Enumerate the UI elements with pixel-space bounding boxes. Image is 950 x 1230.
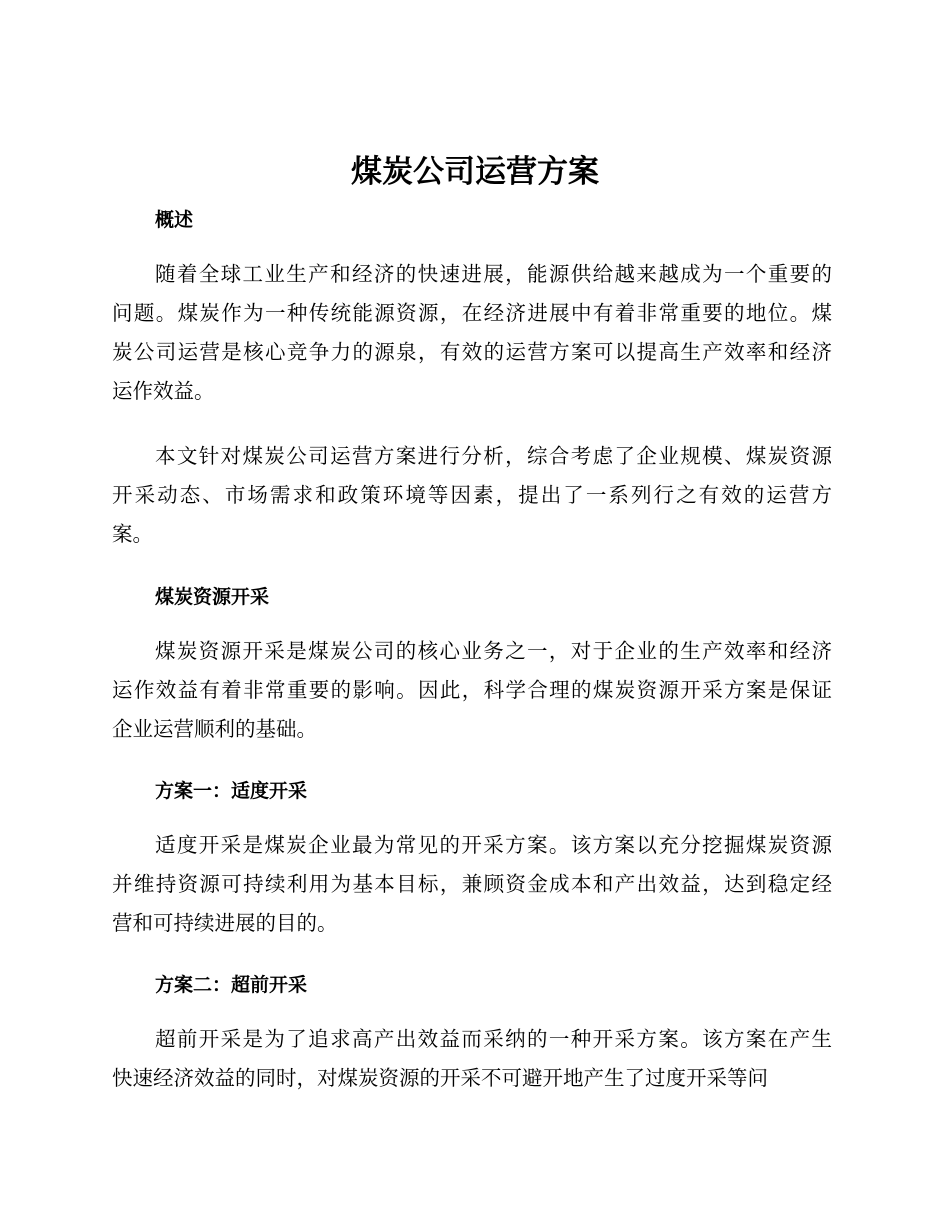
text-line: 适度开采是煤炭企业最为常见的开采方案。该方案以充分挖掘煤炭资源	[155, 833, 832, 857]
document-title: 煤炭公司运营方案	[351, 154, 599, 190]
text-line: 炭公司运营是核心竞争力的源泉，有效的运营方案可以提高生产效率和经济	[112, 340, 832, 364]
text-line: 随着全球工业生产和经济的快速进展，能源供给越来越成为一个重要的	[155, 262, 832, 286]
section-heading-overview: 概述	[155, 209, 194, 231]
text-line: 并维持资源可持续利用为基本目标，兼顾资金成本和产出效益，达到稳定经	[112, 872, 832, 896]
text-line: 企业运营顺利的基础。	[112, 717, 317, 741]
text-line: 运作效益有着非常重要的影响。因此，科学合理的煤炭资源开采方案是保证	[112, 678, 832, 702]
text-line: 超前开采是为了追求高产出效益而采纳的一种开采方案。该方案在产生	[155, 1027, 832, 1051]
text-line: 问题。煤炭作为一种传统能源资源，在经济进展中有着非常重要的地位。煤	[112, 301, 832, 325]
paragraph-plan-one	[112, 826, 832, 943]
paragraph-overview-1	[112, 255, 832, 411]
paragraph-plan-two	[112, 1020, 832, 1098]
text-line: 快速经济效益的同时，对煤炭资源的开采不可避开地产生了过度开采等问	[112, 1066, 768, 1090]
section-heading-coal-mining: 煤炭资源开采	[155, 586, 270, 608]
text-line: 开采动态、市场需求和政策环境等因素，提出了一系列行之有效的运营方	[112, 483, 832, 507]
paragraph-coal-mining	[112, 632, 832, 749]
text-line: 本文针对煤炭公司运营方案进行分析，综合考虑了企业规模、煤炭资源	[155, 444, 832, 468]
text-line: 运作效益。	[112, 379, 215, 403]
text-line: 煤炭资源开采是煤炭公司的核心业务之一，对于企业的生产效率和经济	[155, 639, 832, 663]
section-heading-plan-two: 方案二：超前开采	[155, 974, 308, 996]
text-line: 案。	[112, 522, 153, 546]
text-line: 营和可持续进展的目的。	[112, 911, 338, 935]
section-heading-plan-one: 方案一：适度开采	[155, 780, 308, 802]
paragraph-overview-2	[112, 437, 832, 554]
